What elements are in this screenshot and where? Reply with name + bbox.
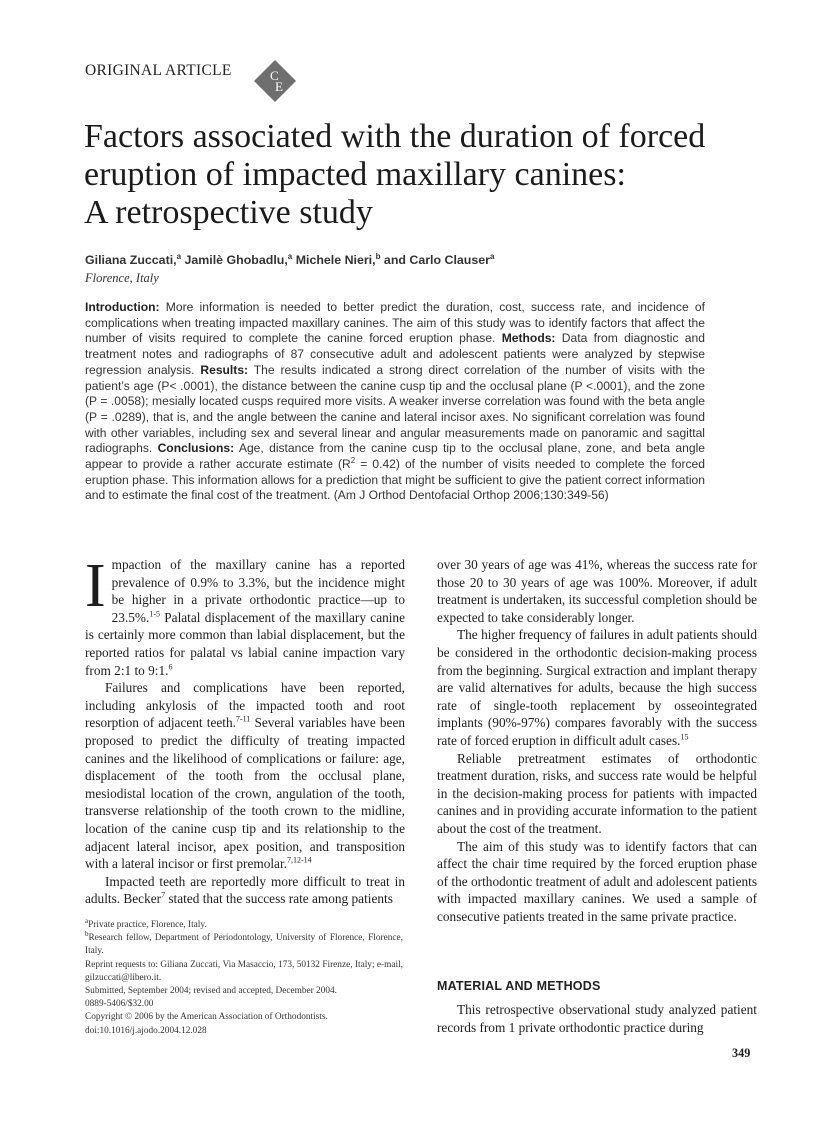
body-paragraph (85, 552, 405, 679)
citation-ref: 7-11 (235, 714, 251, 724)
author-name: Michele Nieri, (295, 253, 376, 267)
paragraph-text: Palatal displacement of the maxillary canine is certainly more common than labial displacement, but the reported ratios for palatal vs labial canine impaction vary from 2:1 to 9:1. (85, 609, 405, 678)
author-affil-mark: a (489, 252, 495, 261)
author-name: and Carlo Clauser (383, 253, 490, 267)
article-title (84, 118, 784, 232)
abstract-methods-label: Methods: (501, 331, 556, 346)
abstract-conclusions-text: Age, distance from the canine cusp tip to the occlusal plane, zone, and beta angle appear to provide a rather accurate estimate (R (85, 441, 705, 472)
abstract (85, 300, 705, 504)
abstract-conclusions-label: Conclusions: (157, 441, 235, 456)
paragraph-text: mpaction of the maxillary canine has a reported prevalence of 0.9% to 3.3%, but the incidence might be higher in a private orthodontic practice—up to 23.5%. (111, 557, 405, 625)
author-affil-mark: b (375, 252, 381, 261)
title-line-1: Factors associated with the duration of forced (84, 118, 706, 155)
body-paragraph (437, 626, 757, 749)
author-name: Jamilè Ghobadlu, (184, 253, 288, 267)
paragraph-text: Several variables have been proposed to predict the difficulty of treating impacted canines and the likelihood of complications or failure: age, displacement of the tooth from the occlusal plane, mesiodistal location of the crown, angulation of the tooth, transverse relationship of the tooth crown to the midline, location of the canine cusp tip and its relationship to the adjacent lateral incisor, apex position, and transposition with a lateral incisor or first premolar. (85, 715, 405, 872)
abstract-conclusions-text-end: = 0.42) of the number of visits needed to complete the forced eruption phase. This information allows for a prediction that might be sufficient to give the patient correct information and to estimate the final cost of the treatment. (Am J Orthod Dentofacial Orthop 2006;130:349-56) (85, 457, 705, 503)
body-paragraph: This retrospective observational study analyzed patient records from 1 private orthodontic practice during (437, 1002, 757, 1035)
paragraph-text: The higher frequency of failures in adult patients should be considered in the orthodontic decision-making process from the beginning. Surgical extraction and implant therapy are valid alternatives for adults, because the high success rate of single-tooth replacement by osseointegrated implants (90%-97%) compares favorably with the success rate of forced eruption in difficult adult cases. (437, 627, 757, 748)
footnotes (85, 916, 403, 1038)
paragraph-text: Failures and complications have been reported, including ankylosis of the impacted tooth and root resorption of adjacent teeth. (85, 680, 405, 731)
paragraph-text: Impacted teeth are reportedly more difficult to treat in adults. Becker (85, 873, 405, 907)
abstract-results-text: The results indicated a strong direct correlation of the number of visits with the patient’s age (P< .0001), the distance between the canine cusp tip and the occlusal plane (P <.0001), and the zone (P = .0058); mesially located cusps required more visits. A weaker inverse correlation was found with the beta angle (P = .0289), that is, and the angle between the canine and lateral incisor axes. No significant correlation was found with other variables, including sex and several linear and angular measurements made on panoramic and sagittal radiographs. (85, 362, 705, 456)
title-line-2: eruption of impacted maxillary canines: (84, 156, 626, 193)
footnote-affiliation-a (85, 916, 403, 932)
paragraph-text: stated that the success rate among patients (165, 891, 393, 907)
body-paragraph (85, 873, 405, 908)
author-affiliation: Florence, Italy (85, 271, 159, 285)
author-name: Giliana Zuccati, (85, 253, 177, 267)
body-column-right (437, 556, 757, 925)
footnote-doi: doi:10.1016/j.ajodo.2004.12.028 (85, 1025, 207, 1036)
citation-ref: 1-5 (149, 609, 160, 619)
footnote-copyright: Copyright © 2006 by the American Association of Orthodontists. (85, 1012, 328, 1023)
page-number: 349 (732, 1046, 751, 1060)
body-column-left (85, 552, 405, 908)
body-paragraph (85, 679, 405, 873)
citation-ref: 6 (168, 662, 173, 672)
ce-badge-icon (254, 60, 296, 102)
body-paragraph: Reliable pretreatment estimates of orthodontic treatment duration, risks, and success rate would be helpful in the decision-making process for patients with impacted canines and in providing accurate information to the patient about the cost of the treatment. (437, 750, 757, 836)
footnote-mark: a (85, 916, 89, 925)
abstract-r-squared-sup: 2 (350, 456, 356, 465)
section-heading: MATERIAL AND METHODS (437, 979, 601, 993)
section-label: ORIGINAL ARTICLE (85, 62, 232, 79)
citation-ref: 7,12-14 (286, 855, 312, 865)
citation-ref: 7 (161, 890, 166, 900)
footnote-mark: b (85, 930, 89, 939)
footnote-text: Private practice, Florence, Italy. (88, 920, 207, 930)
footnote-submitted: Submitted, September 2004; revised and accepted, December 2004. (85, 986, 337, 997)
abstract-intro-label: Introduction: (85, 300, 160, 314)
footnote-issn: 0889-5406/$32.00 (85, 999, 154, 1010)
footnote-reprint: Reprint requests to: Giliana Zuccati, Via Masaccio, 173, 50132 Firenze, Italy; e-mail, gilzuccati@libero.it. (85, 959, 403, 983)
abstract-results-label: Results: (200, 362, 249, 377)
title-line-3: A retrospective study (84, 194, 373, 231)
author-list (85, 253, 494, 267)
footnote-text: Research fellow, Department of Periodontology, University of Florence, Florence, Italy. (85, 933, 403, 957)
body-paragraph: The aim of this study was to identify factors that can affect the chair time required by the forced eruption phase of the orthodontic treatment of adult and adolescent patients with impacted maxillary canines. We used a sample of consecutive patients treated in the same private practice. (437, 838, 757, 924)
badge-letter-e: E (275, 79, 283, 94)
author-affil-mark: a (287, 252, 293, 261)
badge-letter-c: C (270, 68, 279, 83)
footnote-affiliation-b (85, 932, 403, 958)
drop-cap: I (85, 552, 106, 620)
citation-ref: 15 (680, 732, 689, 742)
author-affil-mark: a (176, 252, 182, 261)
body-paragraph: over 30 years of age was 41%, whereas the success rate for those 20 to 30 years of age was 100%. Moreover, if adult treatment is undertaken, its successful completion should be expected to take considerably longer. (437, 557, 757, 625)
abstract-intro-text: More information is needed to better predict the duration, cost, success rate, and incidence of complications when treating impacted maxillary canines. The aim of this study was to identify factors that affect the number of visits required to complete the canine forced eruption phase. (85, 300, 705, 346)
abstract-methods-text: Data from diagnostic and treatment notes and radiographs of 87 consecutive adult and adolescent patients were analyzed by stepwise regression analysis. (85, 331, 705, 377)
